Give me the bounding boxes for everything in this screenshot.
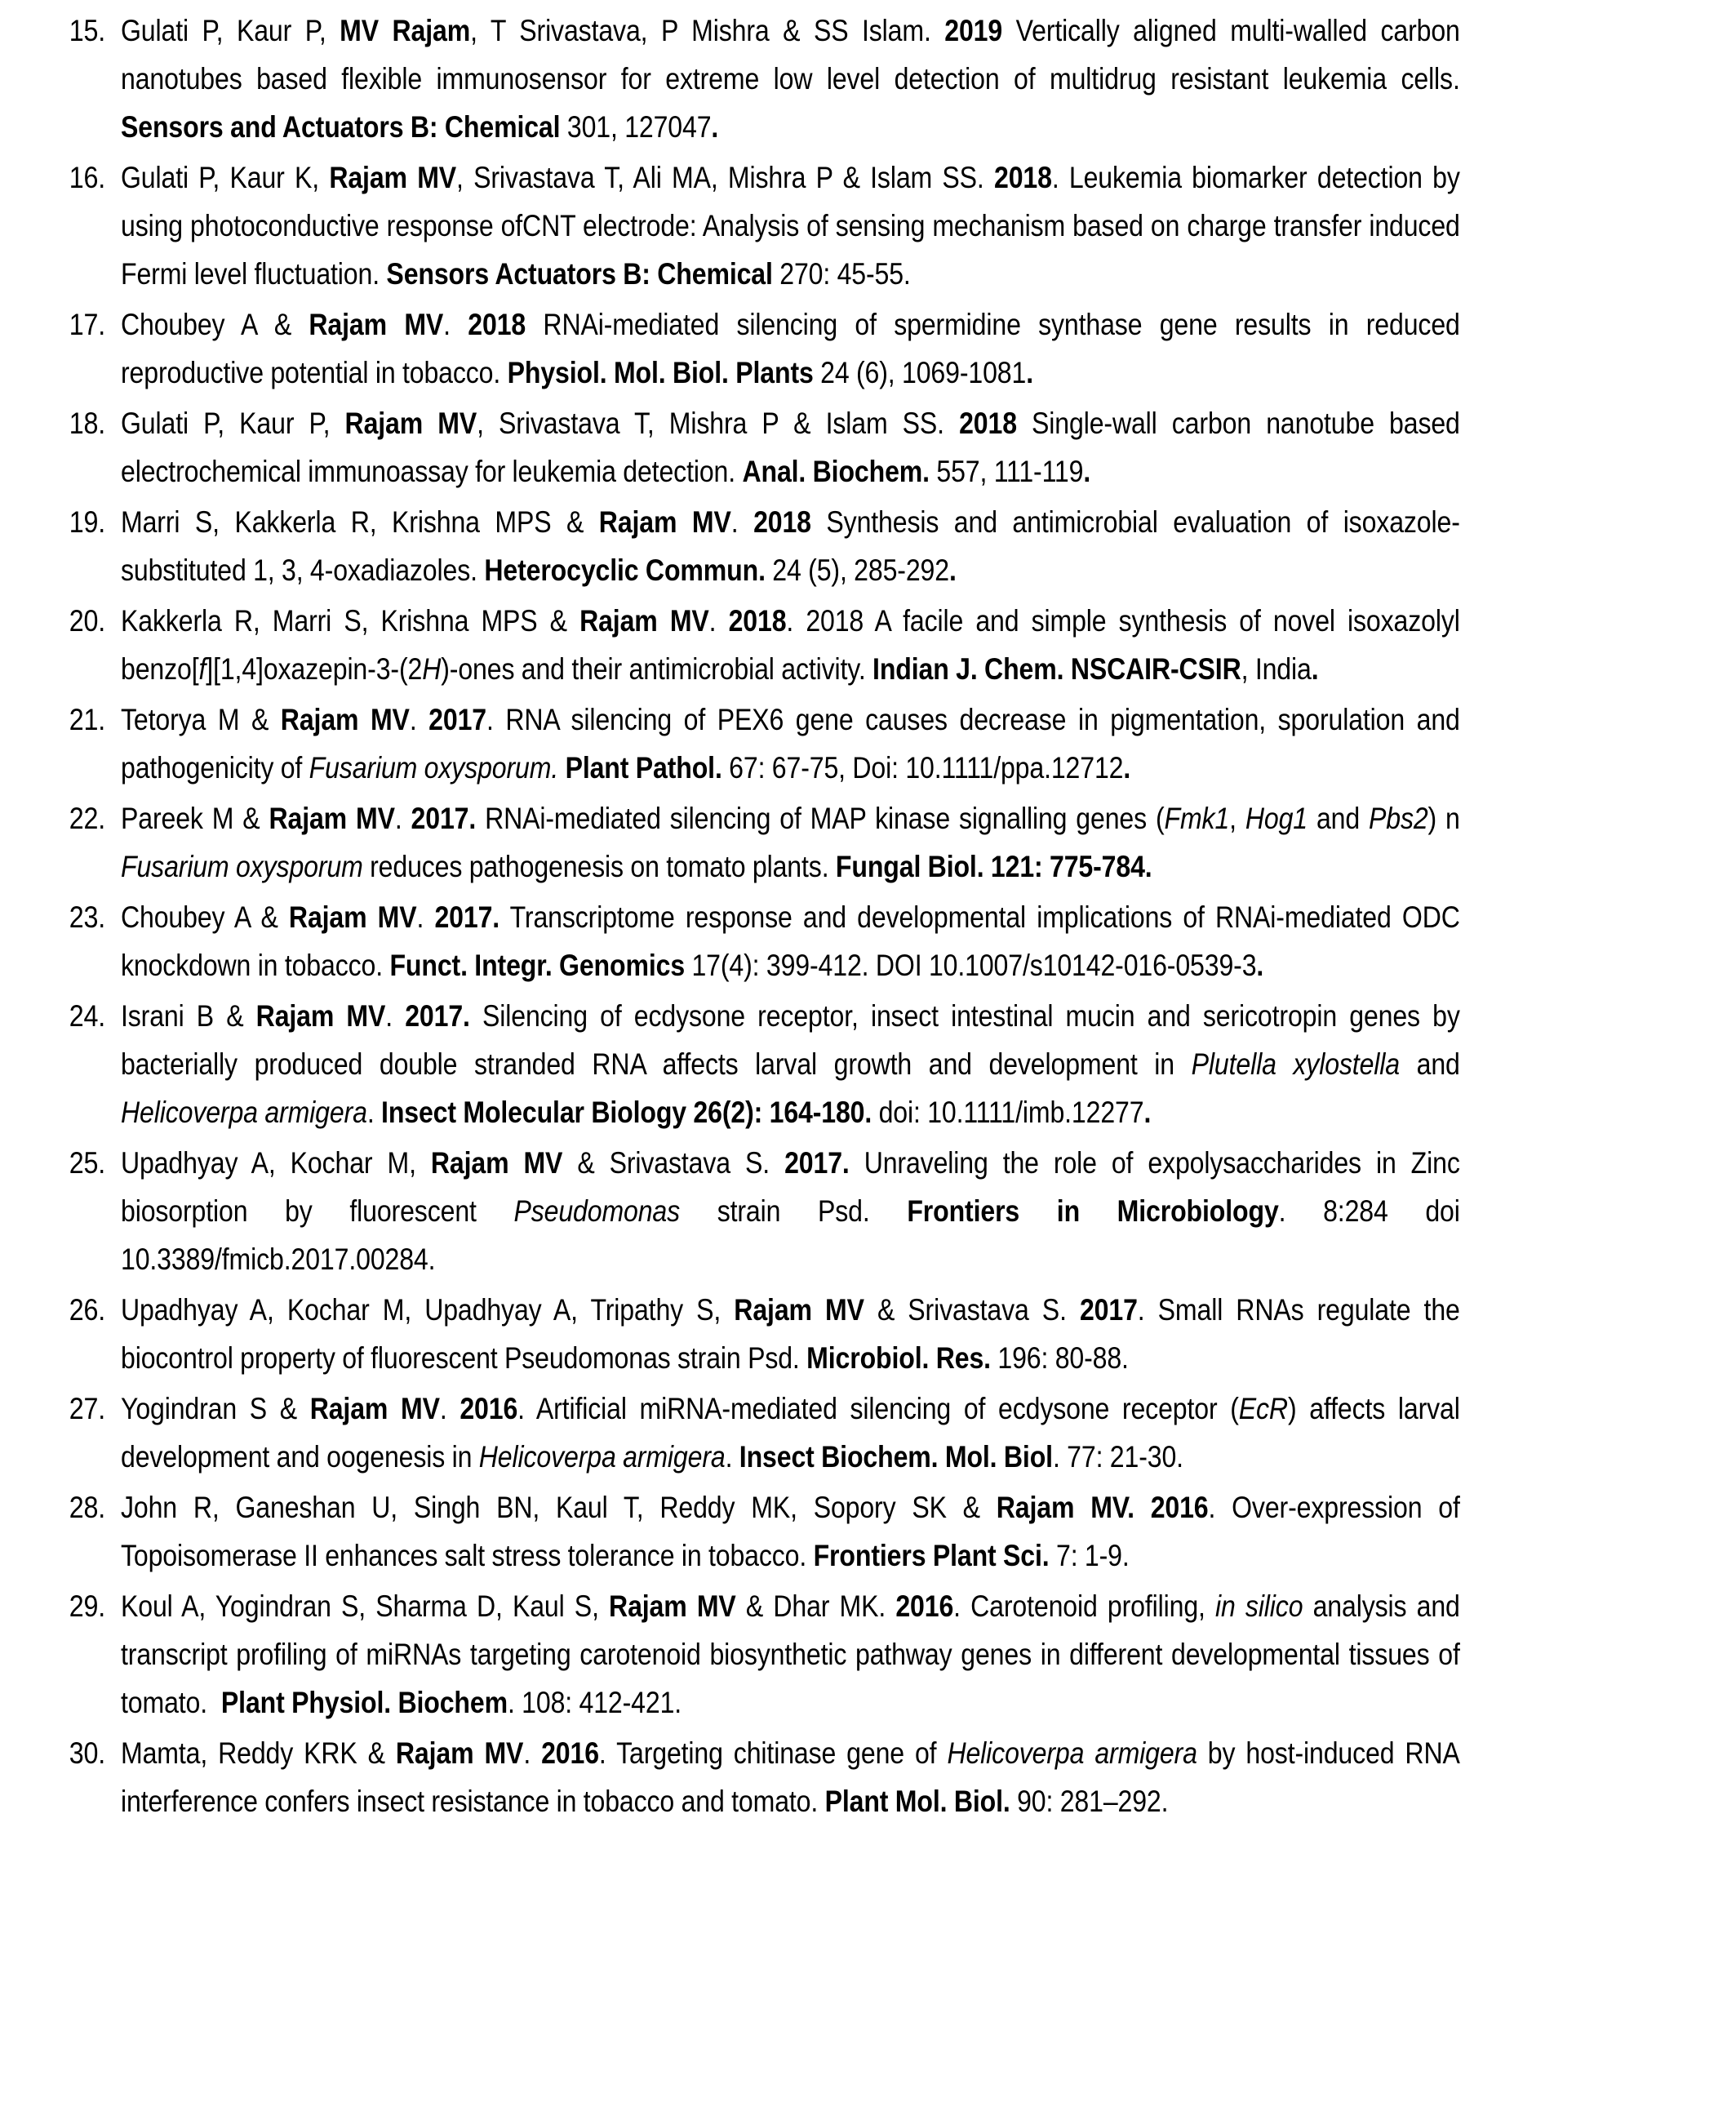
reference-entry <box>49 696 1687 792</box>
reference-entry <box>49 597 1687 693</box>
reference-number: 23. <box>69 900 106 934</box>
reference-entry <box>49 7 1687 151</box>
reference-number: 22. <box>69 801 106 835</box>
reference-number: 30. <box>69 1736 106 1770</box>
reference-text: Marri S, Kakkerla R, Krishna MPS & Rajam MV. 2018 Synthesis and antimicrobial evaluation of isoxazole-substituted 1, 3, 4-oxadiazoles. Heterocyclic Commun. 24 (5), 285-292. <box>121 505 1460 587</box>
reference-text: Kakkerla R, Marri S, Krishna MPS & Rajam MV. 2018. 2018 A facile and simple synthesis of novel isoxazolyl benzo[f][1,4]oxazepin-3-(2H)-ones and their antimicrobial activity. Indian J. Chem. NSCAIR-CSIR, India. <box>121 603 1460 686</box>
reference-entry <box>49 893 1687 989</box>
reference-entry <box>49 1385 1687 1481</box>
reference-text: Israni B & Rajam MV. 2017. Silencing of ecdysone receptor, insect intestinal mucin and sericotropin genes by bacterially produced double stranded RNA affects larval growth and development in Plutella xylostella and Helicoverpa armigera. Insect Molecular Biology 26(2): 164-180. doi: 10.1111/imb.12277. <box>121 998 1460 1129</box>
reference-text: Upadhyay A, Kochar M, Upadhyay A, Tripathy S, Rajam MV & Srivastava S. 2017. Small RNAs regulate the biocontrol property of fluorescent Pseudomonas strain Psd. Microbiol. Res. 196: 80-88. <box>121 1292 1460 1375</box>
reference-text: Pareek M & Rajam MV. 2017. RNAi-mediated silencing of MAP kinase signalling genes (Fmk1, Hog1 and Pbs2) n Fusarium oxysporum reduces pathogenesis on tomato plants. Fungal Biol. 121: 775-784. <box>121 801 1460 883</box>
reference-number: 21. <box>69 702 106 736</box>
reference-text: Gulati P, Kaur P, Rajam MV, Srivastava T, Mishra P & Islam SS. 2018 Single-wall carbon nanotube based electrochemical immunoassay for leukemia detection. Anal. Biochem. 557, 111-119. <box>121 406 1460 488</box>
reference-entry <box>49 300 1687 397</box>
reference-entry <box>49 992 1687 1136</box>
reference-entry <box>49 498 1687 594</box>
reference-text: Mamta, Reddy KRK & Rajam MV. 2016. Targeting chitinase gene of Helicoverpa armigera by host-induced RNA interference confers insect resistance in tobacco and tomato. Plant Mol. Biol. 90: 281–292. <box>121 1736 1460 1818</box>
reference-number: 28. <box>69 1490 106 1524</box>
reference-text: John R, Ganeshan U, Singh BN, Kaul T, Reddy MK, Sopory SK & Rajam MV. 2016. Over-expression of Topoisomerase II enhances salt stress tolerance in tobacco. Frontiers Plant Sci. 7: 1-9. <box>121 1490 1460 1572</box>
reference-entry <box>49 794 1687 891</box>
reference-entry <box>49 1729 1687 1825</box>
reference-entry <box>49 153 1687 298</box>
reference-number: 16. <box>69 160 106 194</box>
reference-number: 24. <box>69 998 106 1033</box>
reference-text: Gulati P, Kaur P, MV Rajam, T Srivastava, P Mishra & SS Islam. 2019 Vertically aligned multi-walled carbon nanotubes based flexible immunosensor for extreme low level detection of multidrug resistant leukemia cells. Sensors and Actuators B: Chemical 301, 127047. <box>121 13 1460 144</box>
reference-text: Gulati P, Kaur K, Rajam MV, Srivastava T, Ali MA, Mishra P & Islam SS. 2018. Leukemia biomarker detection by using photoconductive response ofCNT electrode: Analysis of sensing mechanism based on charge transfer induced Fermi level fluctuation. Sensors Actuators B: Chemical 270: 45-55. <box>121 160 1460 291</box>
reference-text: Choubey A & Rajam MV. 2017. Transcriptome response and developmental implications of RNAi-mediated ODC knockdown in tobacco. Funct. Integr. Genomics 17(4): 399-412. DOI 10.1007/s10142-016-0539-3. <box>121 900 1460 982</box>
reference-text: Koul A, Yogindran S, Sharma D, Kaul S, Rajam MV & Dhar MK. 2016. Carotenoid profiling, in silico analysis and transcript profiling of miRNAs targeting carotenoid biosynthetic pathway genes in different developmental tissues of tomato. Plant Physiol. Biochem. 108: 412-421. <box>121 1589 1460 1719</box>
reference-number: 25. <box>69 1145 106 1180</box>
reference-number: 27. <box>69 1391 106 1425</box>
reference-entry <box>49 1286 1687 1382</box>
reference-number: 20. <box>69 603 106 638</box>
reference-text: Tetorya M & Rajam MV. 2017. RNA silencing of PEX6 gene causes decrease in pigmentation, sporulation and pathogenicity of Fusarium oxysporum. Plant Pathol. 67: 67-75, Doi: 10.1111/ppa.12712. <box>121 702 1460 785</box>
reference-text: Upadhyay A, Kochar M, Rajam MV & Srivastava S. 2017. Unraveling the role of expolysaccharides in Zinc biosorption by fluorescent Pseudomonas strain Psd. Frontiers in Microbiology. 8:284 doi 10.3389/fmicb.2017.00284. <box>121 1145 1460 1276</box>
reference-entry <box>49 1483 1687 1580</box>
reference-number: 15. <box>69 13 106 47</box>
reference-entry <box>49 399 1687 496</box>
reference-entry <box>49 1139 1687 1283</box>
reference-entry <box>49 1582 1687 1727</box>
reference-list <box>49 7 1687 1825</box>
reference-number: 19. <box>69 505 106 539</box>
reference-number: 26. <box>69 1292 106 1327</box>
reference-text: Yogindran S & Rajam MV. 2016. Artificial miRNA-mediated silencing of ecdysone receptor (EcR) affects larval development and oogenesis in Helicoverpa armigera. Insect Biochem. Mol. Biol. 77: 21-30. <box>121 1391 1460 1474</box>
reference-number: 29. <box>69 1589 106 1623</box>
reference-text: Choubey A & Rajam MV. 2018 RNAi-mediated silencing of spermidine synthase gene results in reduced reproductive potential in tobacco. Physiol. Mol. Biol. Plants 24 (6), 1069-1081. <box>121 307 1460 389</box>
reference-number: 18. <box>69 406 106 440</box>
reference-number: 17. <box>69 307 106 341</box>
